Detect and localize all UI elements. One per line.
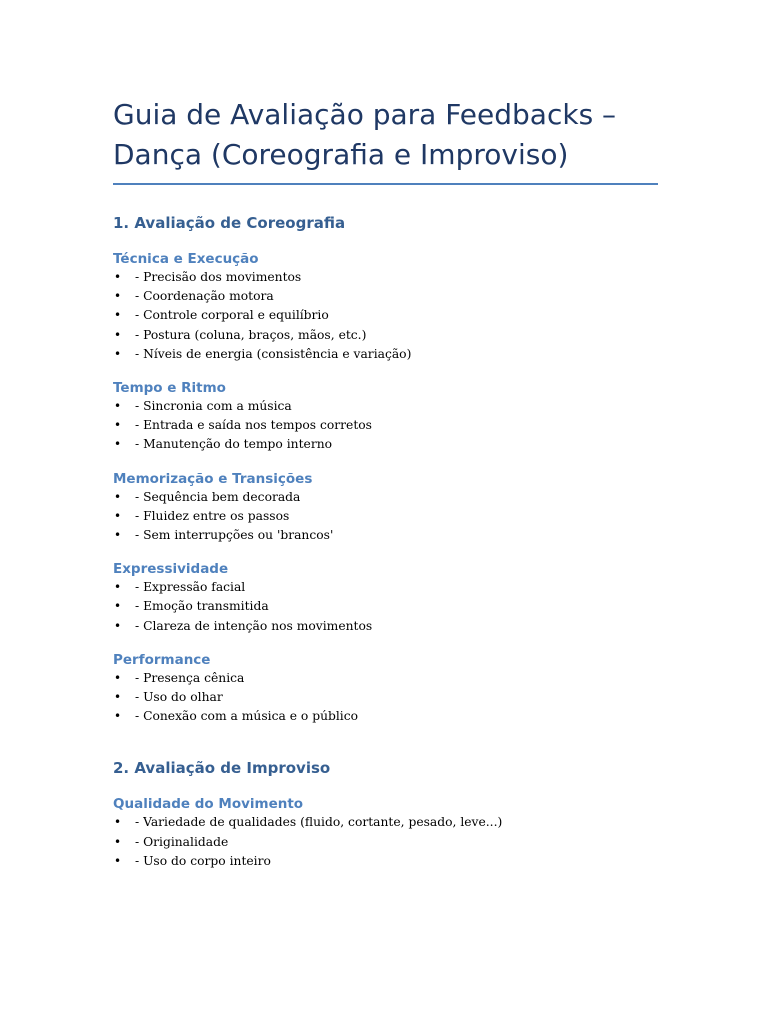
- list-tecnica: [113, 268, 658, 364]
- bullet-icon: •: [114, 580, 122, 595]
- bullet-icon: •: [114, 327, 122, 342]
- list-item: • - Sequência bem decorada: [113, 488, 658, 507]
- bullet-icon: •: [114, 437, 122, 452]
- bullet-icon: •: [114, 399, 122, 414]
- list-item: • - Sem interrupções ou 'brancos': [113, 526, 658, 545]
- document-title-line-2: Dança (Coreografia e Improviso): [113, 138, 569, 171]
- bullet-icon: •: [114, 853, 122, 868]
- list-item: • - Presença cênica: [113, 669, 658, 688]
- section-heading-improviso: 2. Avaliação de Improviso: [113, 759, 331, 778]
- list-expressividade: [113, 578, 658, 636]
- sub-heading-qualidade: Qualidade do Movimento: [113, 796, 304, 813]
- bullet-icon: •: [114, 709, 122, 724]
- bullet-icon: •: [114, 489, 122, 504]
- bullet-icon: •: [114, 528, 122, 543]
- bullet-icon: •: [114, 690, 122, 705]
- list-item: • - Originalidade: [113, 833, 658, 852]
- bullet-icon: •: [114, 815, 122, 830]
- list-item: • - Entrada e saída nos tempos corretos: [113, 416, 658, 435]
- list-memorizacao: [113, 488, 658, 546]
- list-item: • - Controle corporal e equilíbrio: [113, 306, 658, 325]
- bullet-icon: •: [114, 346, 122, 361]
- list-performance: [113, 669, 658, 727]
- list-item: • - Níveis de energia (consistência e variação): [113, 345, 658, 364]
- list-qualidade: [113, 813, 658, 871]
- bullet-icon: •: [114, 508, 122, 523]
- list-item: • - Clareza de intenção nos movimentos: [113, 617, 658, 636]
- list-item: • - Fluidez entre os passos: [113, 507, 658, 526]
- list-item: • - Sincronia com a música: [113, 397, 658, 416]
- list-item: • - Manutenção do tempo interno: [113, 435, 658, 454]
- list-item: • - Postura (coluna, braços, mãos, etc.): [113, 326, 658, 345]
- bullet-icon: •: [114, 308, 122, 323]
- bullet-icon: •: [114, 670, 122, 685]
- list-item: • - Expressão facial: [113, 578, 658, 597]
- sub-heading-memorizacao: Memorização e Transições: [113, 470, 313, 487]
- document-page: [113, 95, 658, 871]
- list-item: • - Variedade de qualidades (fluido, cortante, pesado, leve...): [113, 813, 658, 832]
- bullet-icon: •: [114, 270, 122, 284]
- sub-heading-expressividade: Expressividade: [113, 561, 229, 578]
- bullet-icon: •: [114, 289, 122, 304]
- list-tempo: [113, 397, 658, 455]
- document-title: [113, 95, 658, 185]
- bullet-icon: •: [114, 618, 122, 633]
- list-item: • - Precisão dos movimentos: [113, 268, 658, 287]
- list-item: • - Emoção transmitida: [113, 597, 658, 616]
- list-item: • - Uso do olhar: [113, 688, 658, 707]
- bullet-icon: •: [114, 418, 122, 433]
- bullet-icon: •: [114, 599, 122, 614]
- sub-heading-tempo: Tempo e Ritmo: [113, 380, 226, 397]
- section-heading-coreografia: 1. Avaliação de Coreografia: [113, 214, 346, 232]
- sub-heading-performance: Performance: [113, 651, 211, 668]
- sub-heading-tecnica: Técnica e Execução: [113, 251, 259, 267]
- document-title-line-1: Guia de Avaliação para Feedbacks –: [113, 98, 617, 131]
- list-item: • - Conexão com a música e o público: [113, 707, 658, 726]
- list-item: • - Uso do corpo inteiro: [113, 852, 658, 871]
- list-item: • - Coordenação motora: [113, 287, 658, 306]
- bullet-icon: •: [114, 834, 122, 849]
